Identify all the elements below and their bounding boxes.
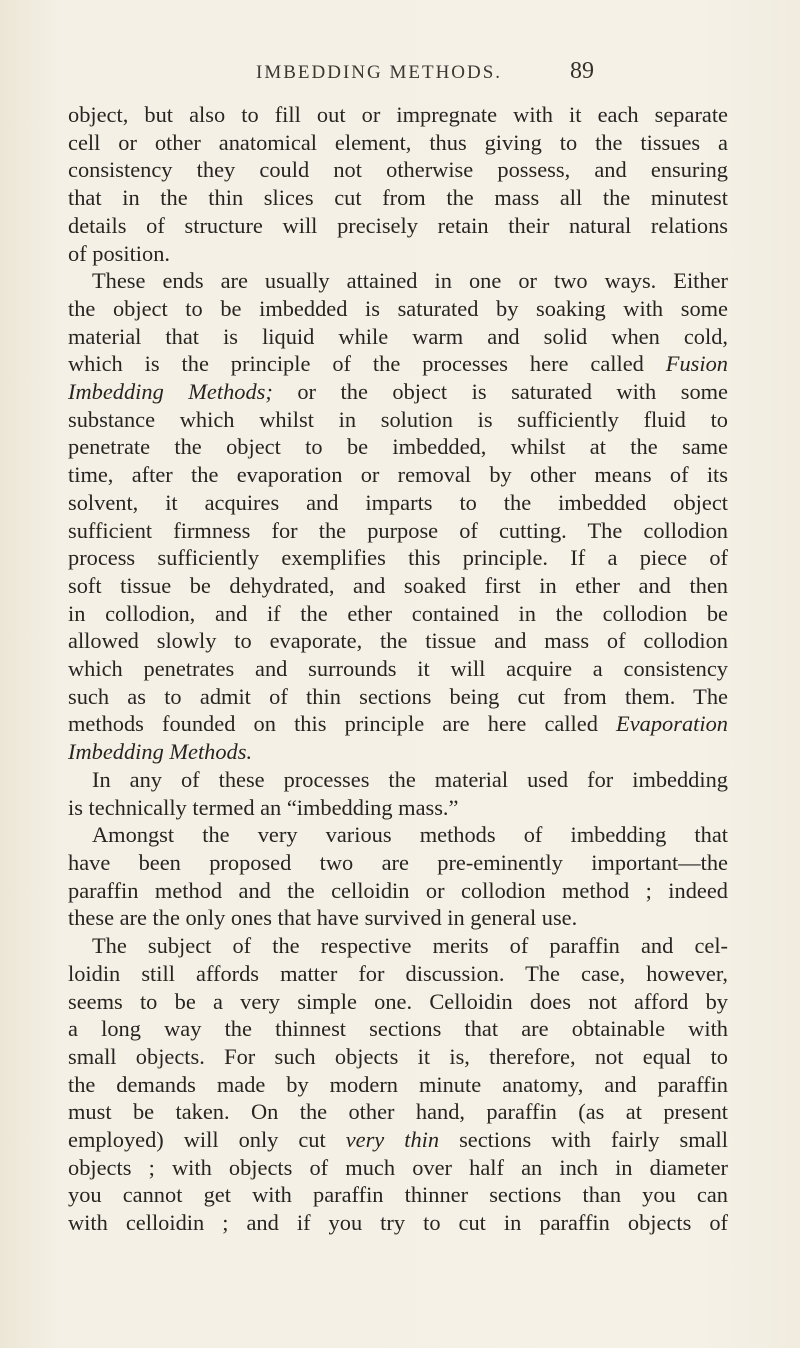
- text-line: in collodion, and if the ether contained in the collodion be: [68, 600, 728, 626]
- text-line: such as to admit of thin sections being cut from them. The: [68, 683, 728, 709]
- text-line: which penetrates and surrounds it will acquire a consistency: [68, 656, 728, 682]
- text-line: [68, 350, 728, 378]
- italic-term: Evaporation: [616, 711, 728, 737]
- running-head: IMBEDDING METHODS.: [256, 62, 503, 83]
- body-text: [68, 101, 728, 1237]
- text-line: Amongst the very various methods of imbedding that: [92, 822, 728, 848]
- page-header: [0, 58, 800, 98]
- text-line: These ends are usually attained in one or two ways. Either: [92, 268, 728, 294]
- text-line: cell or other anatomical element, thus giving to the tissues a: [68, 129, 728, 155]
- text-run: employed) will only cut: [68, 1127, 346, 1153]
- text-line: [68, 738, 728, 766]
- page-number: 89: [570, 58, 594, 84]
- text-line: material that is liquid while warm and solid when cold,: [68, 323, 728, 349]
- text-line: small objects. For such objects it is, therefore, not equal to: [68, 1043, 728, 1069]
- text-line: sufficient firmness for the purpose of cutting. The collodion: [68, 517, 728, 543]
- text-line: have been proposed two are pre-eminently important—the: [68, 849, 728, 875]
- text-line: of position.: [68, 240, 171, 266]
- text-run: methods founded on this principle are here called: [68, 711, 617, 737]
- text-line: consistency they could not otherwise possess, and ensuring: [68, 157, 728, 183]
- italic-term: Imbedding Methods;: [68, 379, 273, 405]
- text-line: with celloidin ; and if you try to cut in paraffin objects of: [68, 1210, 728, 1236]
- text-line: seems to be a very simple one. Celloidin does not afford by: [68, 988, 728, 1014]
- text-line: you cannot get with paraffin thinner sections than you can: [68, 1182, 728, 1208]
- text-line: the demands made by modern minute anatomy, and paraffin: [68, 1071, 728, 1097]
- text-line: substance which whilst in solution is sufficiently fluid to: [68, 406, 728, 432]
- text-line: object, but also to fill out or impregnate with it each separate: [68, 102, 728, 127]
- text-line: details of structure will precisely retain their natural relations: [68, 212, 728, 238]
- text-line: [68, 710, 728, 738]
- text-line: the object to be imbedded is saturated by soaking with some: [68, 295, 728, 321]
- text-line: In any of these processes the material used for imbedding: [92, 766, 728, 792]
- text-line: soft tissue be dehydrated, and soaked first in ether and then: [68, 572, 728, 598]
- text-line: time, after the evaporation or removal by other means of its: [68, 462, 728, 488]
- italic-term: Fusion: [665, 351, 728, 377]
- italic-term: Imbedding Methods.: [68, 739, 253, 765]
- text-run: which is the principle of the processes here called: [68, 351, 666, 377]
- text-line: process sufficiently exemplifies this principle. If a piece of: [68, 545, 728, 571]
- text-line: must be taken. On the other hand, paraffin (as at present: [68, 1099, 728, 1125]
- text-line: penetrate the object to be imbedded, whilst at the same: [68, 434, 728, 460]
- text-line: that in the thin slices cut from the mass all the minutest: [68, 185, 728, 211]
- text-line: a long way the thinnest sections that are obtainable with: [68, 1016, 728, 1042]
- text-line: [68, 1126, 728, 1154]
- text-line: objects ; with objects of much over half an inch in diameter: [68, 1154, 728, 1180]
- text-run: or the object is saturated with some: [272, 379, 728, 405]
- text-run: sections with fairly small: [439, 1127, 728, 1153]
- text-line: loidin still affords matter for discussion. The case, however,: [68, 960, 728, 986]
- text-line: is technically termed an “imbedding mass.”: [68, 794, 459, 820]
- text-line: allowed slowly to evaporate, the tissue and mass of collodion: [68, 628, 728, 654]
- text-line: these are the only ones that have survived in general use.: [68, 905, 578, 931]
- italic-term: very thin: [345, 1127, 440, 1153]
- text-line: solvent, it acquires and imparts to the imbedded object: [68, 489, 728, 515]
- text-line: paraffin method and the celloidin or collodion method ; indeed: [68, 877, 728, 903]
- text-line: [68, 378, 728, 406]
- text-line: The subject of the respective merits of paraffin and cel-: [92, 933, 728, 959]
